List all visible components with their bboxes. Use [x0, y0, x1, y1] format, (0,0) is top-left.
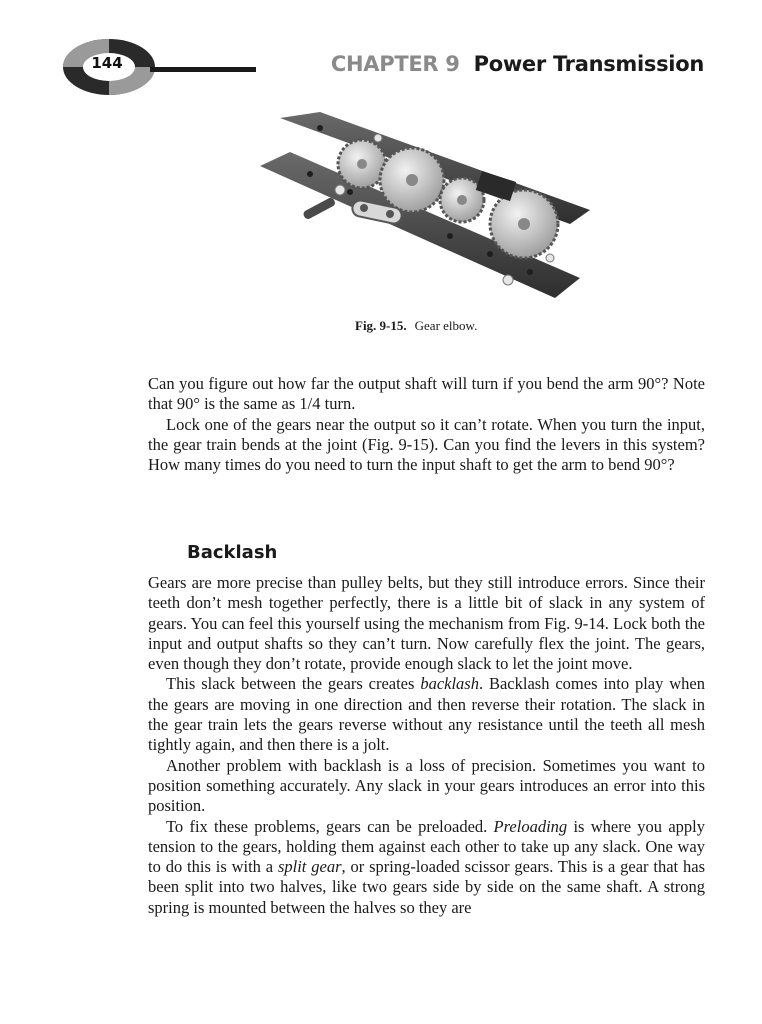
- emphasis-term: Preloading: [493, 816, 568, 836]
- text-run: , or spring-loaded scissor gears. This is a gear that has been split into two halves, like two gears side by side on the same shaft. A strong spring is mounted between the halves so they are: [148, 857, 705, 917]
- chapter-title: Power Transmission: [473, 52, 704, 76]
- paragraph: Can you figure out how far the output shaft will turn if you bend the arm 90°? Note that 90° is the same as 1/4 turn.: [148, 374, 705, 414]
- text-run: This slack between the gears creates: [166, 674, 421, 694]
- gear-elbow-photo: [250, 108, 600, 304]
- emphasis-term: backlash: [420, 674, 479, 694]
- page-number: 144: [91, 54, 123, 72]
- chapter-label: CHAPTER 9: [330, 52, 460, 76]
- figure-caption: [355, 318, 477, 334]
- text-run: . Backlash comes into play when the gears are moving in one direction and then reverse their rotation. The slack in the gear train lets the gears reverse without any resistance until the teeth all mesh tightly again, and then there is a jolt.: [148, 674, 705, 755]
- emphasis-term: split gear: [277, 857, 342, 877]
- paragraph: Lock one of the gears near the output so it can’t rotate. When you turn the input, the gear train bends at the joint (Fig. 9-15). Can you find the levers in this system? How many times do you need to turn the input shaft to get the arm to bend 90°?: [148, 414, 705, 475]
- paragraph: Another problem with backlash is a loss of precision. Sometimes you want to position something accurately. Any slack in your gears introduces an error into this position.: [148, 755, 705, 816]
- figure-label: Fig. 9-15.: [355, 318, 407, 333]
- section-heading: Backlash: [187, 542, 278, 563]
- text-run: To fix these problems, gears can be preloaded.: [166, 816, 494, 836]
- paragraph: [148, 674, 705, 755]
- paragraph: Gears are more precise than pulley belts, but they still introduce errors. Since their teeth don’t mesh together perfectly, there is a little bit of slack in any system of gears. You can feel this yourself using the mechanism from Fig. 9-14. Lock both the input and output shafts so they can’t turn. Now carefully flex the joint. The gears, even though they don’t rotate, provide enough slack to let the joint move.: [148, 573, 705, 674]
- running-header: [331, 52, 704, 76]
- body-text-backlash: [148, 573, 705, 918]
- header-rule: [150, 67, 256, 72]
- figure-caption-text: Gear elbow.: [414, 318, 478, 333]
- body-text-intro: [148, 374, 705, 475]
- text-run: is where you apply tension to the gears, holding them against each other to take up any slack. One way to do this is with a: [148, 816, 705, 877]
- paragraph: [148, 817, 705, 918]
